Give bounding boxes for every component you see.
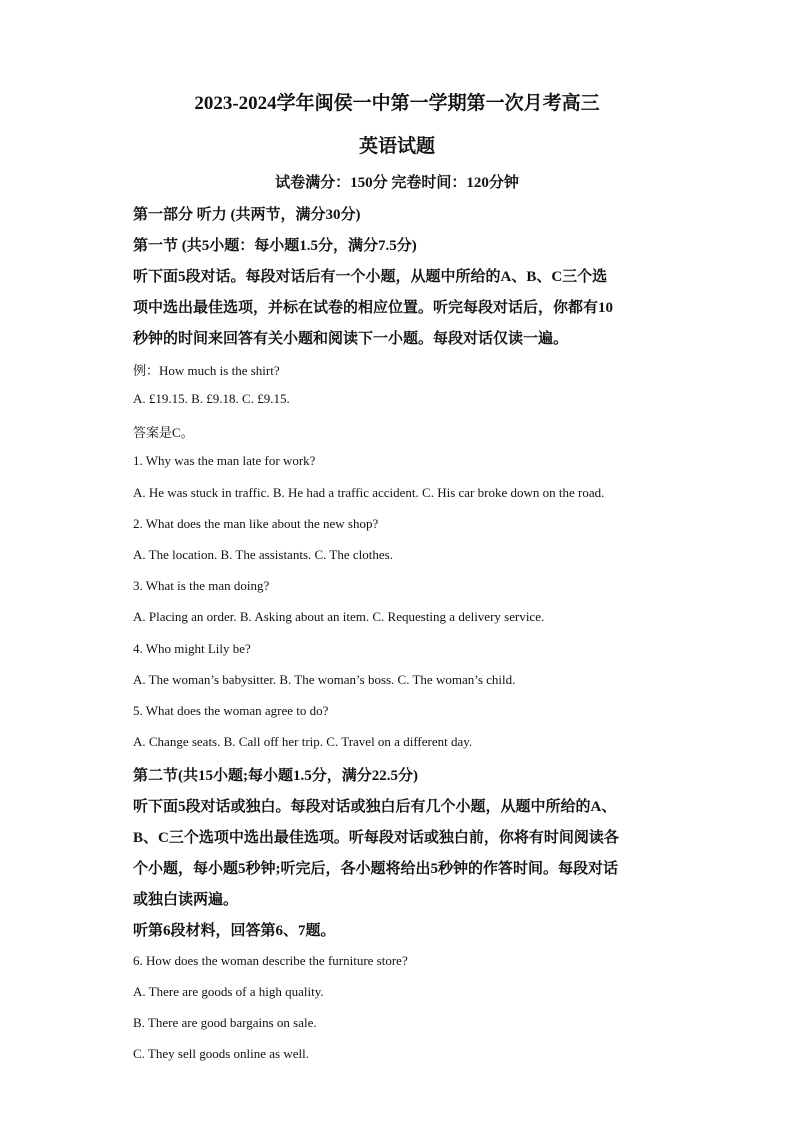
question-6-option-c: C. They sell goods online as well. — [133, 1046, 309, 1061]
question-6: 6. How does the woman describe the furniture store? — [133, 953, 408, 968]
question-3: 3. What is the man doing? — [133, 578, 270, 593]
question-2-options: A. The location. B. The assistants. C. The clothes. — [133, 547, 393, 562]
exam-info: 试卷满分：150分 完卷时间：120分钟 — [275, 175, 519, 191]
question-3-options: A. Placing an order. B. Asking about an item. C. Requesting a delivery service. — [133, 609, 545, 624]
question-2: 2. What does the man like about the new shop? — [133, 516, 379, 531]
question-5: 5. What does the woman agree to do? — [133, 703, 329, 718]
question-4: 4. Who might Lily be? — [133, 641, 251, 656]
example-options: A. £19.15. B. £9.18. C. £9.15. — [133, 391, 290, 406]
section-two-instructions-line-4: 或独白读两遍。 — [133, 892, 239, 908]
part-one-heading: 第一部分 听力 (共两节，满分30分) — [133, 207, 361, 223]
question-1-options: A. He was stuck in traffic. B. He had a traffic accident. C. His car broke down on the road. — [133, 485, 605, 500]
question-6-option-a: A. There are goods of a high quality. — [133, 984, 324, 999]
material-6-heading: 听第6段材料，回答第6、7题。 — [133, 923, 336, 939]
question-5-options: A. Change seats. B. Call off her trip. C. Travel on a different day. — [133, 734, 473, 749]
example-answer: 答案是C。 — [133, 425, 194, 440]
section-one-heading: 第一节 (共5小题：每小题1.5分，满分7.5分) — [133, 238, 417, 254]
section-one-instructions-line-1: 听下面5段对话。每段对话后有一个小题，从题中所给的A、B、C三个选 — [133, 269, 608, 285]
question-4-options: A. The woman’s babysitter. B. The woman’s boss. C. The woman’s child. — [133, 672, 516, 687]
exam-title: 2023-2024学年闽侯一中第一学期第一次月考高三 — [194, 93, 600, 114]
section-two-instructions-line-1: 听下面5段对话或独白。每段对话或独白后有几个小题，从题中所给的A、 — [133, 799, 617, 815]
question-6-option-b: B. There are good bargains on sale. — [133, 1015, 317, 1030]
section-two-instructions-line-2: B、C三个选项中选出最佳选项。听每段对话或独白前，你将有时间阅读各 — [133, 830, 619, 846]
section-two-instructions-line-3: 个小题，每小题5秒钟;听完后，各小题将给出5秒钟的作答时间。每段对话 — [133, 861, 618, 877]
section-two-heading: 第二节(共15小题;每小题1.5分，满分22.5分) — [133, 768, 418, 784]
example-question: 例：How much is the shirt? — [133, 363, 280, 378]
exam-subtitle: 英语试题 — [358, 136, 435, 157]
section-one-instructions-line-2: 项中选出最佳选项，并标在试卷的相应位置。听完每段对话后，你都有10 — [133, 300, 614, 316]
section-one-instructions-line-3: 秒钟的时间来回答有关小题和阅读下一小题。每段对话仅读一遍。 — [133, 331, 569, 347]
question-1: 1. Why was the man late for work? — [133, 453, 316, 468]
